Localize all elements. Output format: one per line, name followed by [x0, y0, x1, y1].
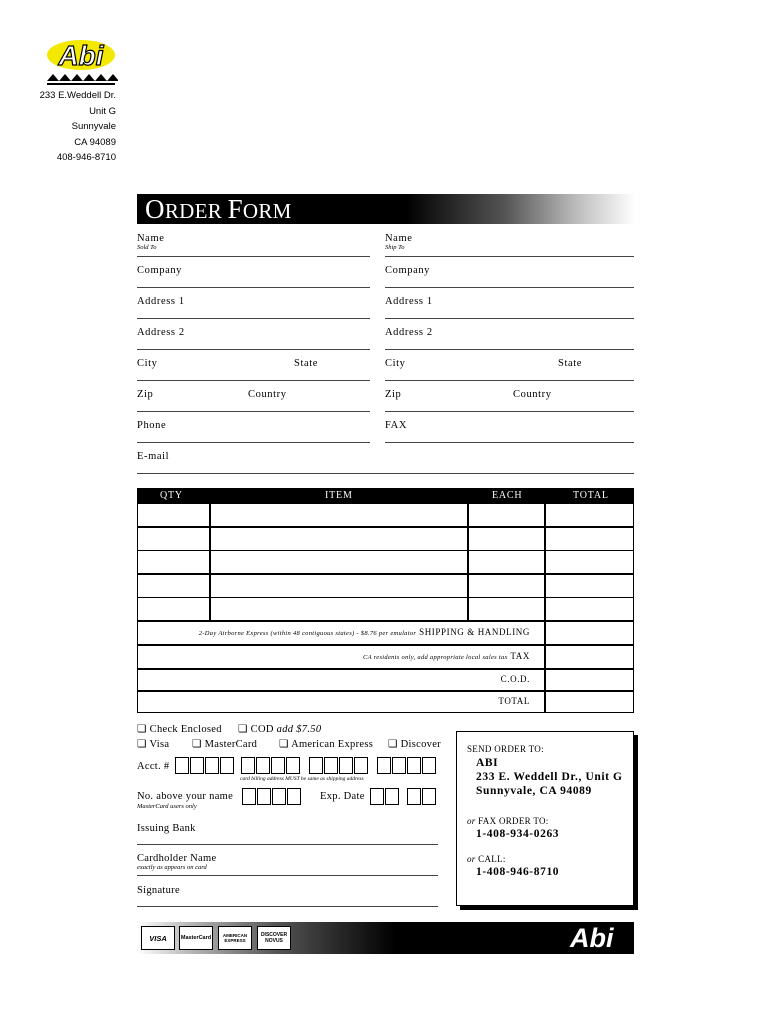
digit-box[interactable]	[242, 788, 256, 805]
digit-box[interactable]	[377, 757, 391, 774]
fax-number: 1-408-934-0263	[476, 828, 560, 840]
item-cell[interactable]	[210, 550, 468, 574]
tax-label: TAX	[510, 651, 530, 661]
checkbox-icon[interactable]: ❏	[137, 739, 147, 750]
field-label: Phone	[137, 420, 167, 431]
field-label: State	[294, 358, 318, 369]
digit-box[interactable]	[370, 788, 384, 805]
address-line: Unit G	[89, 105, 116, 117]
digit-box[interactable]	[257, 788, 271, 805]
no-above-sublabel: MasterCard users only	[137, 803, 197, 810]
field-label: Company	[385, 265, 431, 276]
qty-cell[interactable]	[137, 574, 210, 598]
digit-box[interactable]	[309, 757, 323, 774]
checkbox-icon[interactable]: ❏	[279, 739, 289, 750]
call-label	[467, 854, 506, 864]
sold-to-company-field[interactable]	[137, 256, 370, 288]
field-label: Name	[385, 233, 413, 244]
digit-box[interactable]	[407, 757, 421, 774]
field-label: Address 1	[137, 296, 185, 307]
field-label: Zip	[385, 389, 402, 400]
digit-box[interactable]	[271, 757, 285, 774]
cardholder-name-field[interactable]	[137, 849, 438, 876]
card-name: MasterCard	[180, 935, 212, 941]
shipping-total-cell[interactable]	[545, 621, 634, 645]
qty-cell[interactable]	[137, 550, 210, 574]
signature-field[interactable]	[137, 880, 438, 907]
cod-label: C.O.D.	[500, 674, 530, 684]
grand-total-cell[interactable]	[545, 691, 634, 713]
option-label: Check Enclosed	[149, 724, 222, 735]
field-sublabel: Ship To	[385, 244, 405, 251]
field-label: Address 1	[385, 296, 433, 307]
option-label: Discover	[400, 739, 441, 750]
digit-box[interactable]	[256, 757, 270, 774]
each-cell[interactable]	[468, 574, 545, 598]
send-name: ABI	[476, 757, 499, 769]
digit-box[interactable]	[220, 757, 234, 774]
digit-box[interactable]	[272, 788, 286, 805]
total-cell[interactable]	[545, 574, 634, 598]
footer-abi-logo: Abi	[570, 923, 614, 953]
field-label: City	[385, 358, 406, 369]
ship-to-address2-field[interactable]	[385, 318, 634, 350]
shipping-row-label	[140, 627, 530, 637]
page-title: ORDER FORM	[145, 194, 292, 224]
send-city: Sunnyvale, CA 94089	[476, 785, 592, 797]
ship-to-zip-country-field[interactable]	[385, 380, 634, 412]
digit-box[interactable]	[241, 757, 255, 774]
checkbox-icon[interactable]: ❏	[192, 739, 202, 750]
ship-to-name-field[interactable]	[385, 225, 634, 257]
field-label: Country	[248, 389, 287, 400]
digit-box[interactable]	[175, 757, 189, 774]
call-number: 1-408-946-8710	[476, 866, 560, 878]
sold-to-phone-field[interactable]	[137, 411, 370, 443]
svg-text:Abi: Abi	[58, 40, 104, 71]
column-header-item: ITEM	[325, 490, 353, 501]
address-line: 408-946-8710	[56, 152, 116, 163]
digit-box[interactable]	[339, 757, 353, 774]
card-name: DISCOVER NOVUS	[260, 932, 288, 944]
field-sublabel: exactly as appears on card	[137, 864, 207, 871]
option-label: Visa	[149, 739, 170, 750]
digit-box[interactable]	[190, 757, 204, 774]
field-label: Issuing Bank	[137, 823, 196, 834]
checkbox-icon[interactable]: ❏	[238, 724, 248, 735]
field-label: Company	[137, 265, 183, 276]
field-label: City	[137, 358, 158, 369]
each-cell[interactable]	[468, 527, 545, 551]
digit-box[interactable]	[422, 757, 436, 774]
total-label: TOTAL	[498, 696, 530, 706]
abi-logo	[44, 38, 118, 88]
digit-box[interactable]	[392, 757, 406, 774]
digit-box[interactable]	[205, 757, 219, 774]
acct-label: Acct. #	[137, 761, 170, 772]
field-label: State	[558, 358, 582, 369]
digit-box[interactable]	[422, 788, 436, 805]
total-cell[interactable]	[545, 597, 634, 621]
qty-cell[interactable]	[137, 597, 210, 621]
amex-option[interactable]	[279, 738, 373, 750]
qty-cell[interactable]	[137, 503, 210, 527]
visa-logo-icon	[141, 926, 175, 950]
amex-logo-icon	[218, 926, 252, 950]
sold-to-zip-country-field[interactable]	[137, 380, 370, 412]
discover-logo-icon	[257, 926, 291, 950]
acct-note: card billing address MUST be same as shipping address	[240, 776, 364, 782]
mastercard-option[interactable]	[192, 738, 257, 750]
ship-to-address1-field[interactable]	[385, 287, 634, 319]
shipping-label: SHIPPING & HANDLING	[419, 627, 530, 637]
column-header-each: EACH	[492, 490, 523, 501]
call-prefix: or	[467, 854, 476, 864]
each-cell[interactable]	[468, 503, 545, 527]
option-label: COD	[250, 724, 274, 735]
exp-date-label: Exp. Date	[320, 791, 365, 802]
issuing-bank-field[interactable]	[137, 818, 438, 845]
digit-box[interactable]	[286, 757, 300, 774]
card-name: AMERICAN EXPRESS	[222, 933, 248, 943]
total-cell[interactable]	[545, 503, 634, 527]
cod-option[interactable]	[238, 723, 321, 735]
field-label: Signature	[137, 885, 180, 896]
field-label: Zip	[137, 389, 154, 400]
sold-to-city-state-field[interactable]	[137, 349, 370, 381]
ship-to-company-field[interactable]	[385, 256, 634, 288]
email-field[interactable]	[137, 442, 634, 474]
column-header-qty: QTY	[160, 490, 183, 501]
company-address	[40, 88, 116, 166]
cod-fee: add $7.50	[276, 724, 322, 735]
tax-row-label	[140, 651, 530, 661]
field-label: Cardholder Name	[137, 853, 217, 864]
no-above-label: No. above your name	[137, 791, 234, 802]
tax-total-cell[interactable]	[545, 645, 634, 669]
option-label: MasterCard	[204, 739, 258, 750]
sold-to-name-field[interactable]	[137, 225, 370, 257]
total-cell[interactable]	[545, 527, 634, 551]
field-sublabel: Sold To	[137, 244, 157, 251]
field-label: Country	[513, 389, 552, 400]
digit-box[interactable]	[354, 757, 368, 774]
address-line: Sunnyvale	[71, 121, 116, 132]
digit-box[interactable]	[385, 788, 399, 805]
tax-note: CA residents only, add appropriate local sales tax	[362, 654, 508, 661]
digit-box[interactable]	[407, 788, 421, 805]
field-label: Name	[137, 233, 165, 244]
field-label: Address 2	[137, 327, 185, 338]
cod-total-cell[interactable]	[545, 669, 634, 691]
item-cell[interactable]	[210, 503, 468, 527]
item-cell[interactable]	[210, 597, 468, 621]
digit-box[interactable]	[324, 757, 338, 774]
send-order-label: SEND ORDER TO:	[467, 744, 544, 754]
card-name: VISA	[149, 933, 167, 943]
shipping-note: 2-Day Airborne Express (within 48 contiguous states) - $8.76 per emulator	[198, 630, 417, 637]
sold-to-address1-field[interactable]	[137, 287, 370, 319]
each-cell[interactable]	[468, 550, 545, 574]
address-line: 233 E.Weddell Dr.	[39, 90, 116, 101]
sold-to-address2-field[interactable]	[137, 318, 370, 350]
column-header-total: TOTAL	[573, 490, 609, 501]
digit-box[interactable]	[287, 788, 301, 805]
fax-prefix: or	[467, 816, 476, 826]
total-cell[interactable]	[545, 550, 634, 574]
order-table-header	[137, 488, 634, 503]
address-line: CA 94089	[74, 136, 116, 148]
field-label: E-mail	[137, 451, 170, 462]
send-street: 233 E. Weddell Dr., Unit G	[476, 771, 623, 783]
fax-label: FAX ORDER TO:	[478, 816, 549, 826]
each-cell[interactable]	[468, 597, 545, 621]
check-enclosed-option[interactable]	[137, 723, 222, 735]
option-label: American Express	[291, 739, 374, 750]
mastercard-logo-icon	[179, 926, 213, 950]
ship-to-fax-field[interactable]	[385, 411, 634, 443]
field-label: Address 2	[385, 327, 433, 338]
call-label-text: CALL:	[478, 854, 506, 864]
visa-option[interactable]	[137, 738, 169, 750]
field-label: FAX	[385, 420, 408, 431]
item-cell[interactable]	[210, 574, 468, 598]
ship-to-city-state-field[interactable]	[385, 349, 634, 381]
discover-option[interactable]	[388, 738, 441, 750]
checkbox-icon[interactable]: ❏	[137, 724, 147, 735]
fax-order-label	[467, 816, 549, 826]
item-cell[interactable]	[210, 527, 468, 551]
checkbox-icon[interactable]: ❏	[388, 739, 398, 750]
qty-cell[interactable]	[137, 527, 210, 551]
